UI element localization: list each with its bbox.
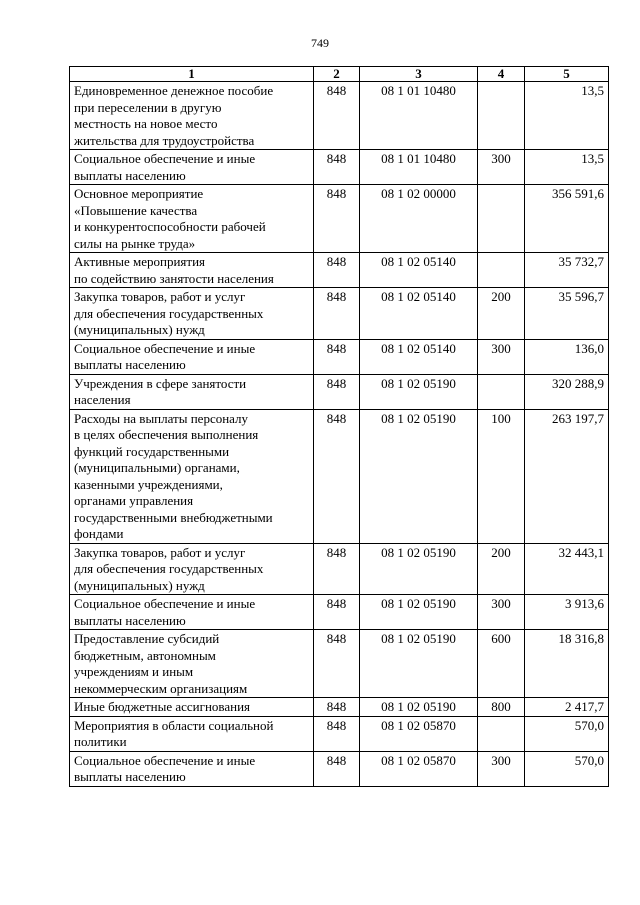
row-name: Социальное обеспечение и иные выплаты населению [70, 751, 314, 786]
row-amount: 356 591,6 [525, 185, 609, 253]
header-col-1: 1 [70, 67, 314, 82]
header-col-4: 4 [478, 67, 525, 82]
row-ministry-code: 848 [314, 288, 360, 340]
row-name: Закупка товаров, работ и услуг для обеспечения государственных (муниципальных) нужд [70, 543, 314, 595]
row-ministry-code: 848 [314, 374, 360, 409]
row-expense-type: 600 [478, 630, 525, 698]
table-row [70, 339, 609, 374]
row-target-code: 08 1 02 05140 [360, 253, 478, 288]
row-expense-type [478, 716, 525, 751]
row-amount: 32 443,1 [525, 543, 609, 595]
row-ministry-code: 848 [314, 595, 360, 630]
row-expense-type [478, 253, 525, 288]
row-ministry-code: 848 [314, 150, 360, 185]
header-col-2: 2 [314, 67, 360, 82]
row-expense-type: 300 [478, 751, 525, 786]
row-expense-type: 300 [478, 595, 525, 630]
row-target-code: 08 1 02 05140 [360, 339, 478, 374]
table-row [70, 409, 609, 543]
row-target-code: 08 1 01 10480 [360, 82, 478, 150]
table-row [70, 630, 609, 698]
row-ministry-code: 848 [314, 339, 360, 374]
row-name: Социальное обеспечение и иные выплаты населению [70, 595, 314, 630]
row-expense-type: 200 [478, 288, 525, 340]
row-expense-type [478, 374, 525, 409]
row-amount: 570,0 [525, 716, 609, 751]
row-target-code: 08 1 02 05870 [360, 751, 478, 786]
row-name: Активные мероприятия по содействию занятости населения [70, 253, 314, 288]
table-row [70, 150, 609, 185]
row-amount: 35 732,7 [525, 253, 609, 288]
row-target-code: 08 1 02 00000 [360, 185, 478, 253]
row-name: Расходы на выплаты персоналу в целях обеспечения выполнения функций государственными (муниципальными) органами, казенными учреждениями, органами управления государственными внебюджетными фондами [70, 409, 314, 543]
row-name: Иные бюджетные ассигнования [70, 698, 314, 717]
row-ministry-code: 848 [314, 751, 360, 786]
header-col-3: 3 [360, 67, 478, 82]
row-ministry-code: 848 [314, 698, 360, 717]
table-row [70, 595, 609, 630]
table-row [70, 751, 609, 786]
row-expense-type: 800 [478, 698, 525, 717]
row-target-code: 08 1 02 05140 [360, 288, 478, 340]
page-number: 749 [311, 36, 329, 50]
row-amount: 35 596,7 [525, 288, 609, 340]
row-name: Основное мероприятие «Повышение качества и конкурентоспособности рабочей силы на рынке труда» [70, 185, 314, 253]
table-row [70, 716, 609, 751]
row-name: Закупка товаров, работ и услуг для обеспечения государственных (муниципальных) нужд [70, 288, 314, 340]
row-target-code: 08 1 02 05190 [360, 630, 478, 698]
row-amount: 13,5 [525, 150, 609, 185]
row-ministry-code: 848 [314, 185, 360, 253]
row-ministry-code: 848 [314, 253, 360, 288]
row-name: Единовременное денежное пособие при переселении в другую местность на новое место жительства для трудоустройства [70, 82, 314, 150]
row-target-code: 08 1 02 05190 [360, 374, 478, 409]
row-expense-type: 300 [478, 150, 525, 185]
table-row [70, 288, 609, 340]
row-expense-type: 100 [478, 409, 525, 543]
row-ministry-code: 848 [314, 543, 360, 595]
row-name: Социальное обеспечение и иные выплаты населению [70, 339, 314, 374]
row-name: Мероприятия в области социальной политики [70, 716, 314, 751]
row-ministry-code: 848 [314, 716, 360, 751]
row-target-code: 08 1 02 05190 [360, 595, 478, 630]
row-target-code: 08 1 02 05190 [360, 698, 478, 717]
row-amount: 263 197,7 [525, 409, 609, 543]
row-target-code: 08 1 01 10480 [360, 150, 478, 185]
row-expense-type: 200 [478, 543, 525, 595]
row-expense-type [478, 185, 525, 253]
row-name: Социальное обеспечение и иные выплаты населению [70, 150, 314, 185]
row-name: Учреждения в сфере занятости населения [70, 374, 314, 409]
row-amount: 3 913,6 [525, 595, 609, 630]
header-col-5: 5 [525, 67, 609, 82]
table-row [70, 543, 609, 595]
row-amount: 136,0 [525, 339, 609, 374]
table-row [70, 698, 609, 717]
row-amount: 320 288,9 [525, 374, 609, 409]
row-ministry-code: 848 [314, 630, 360, 698]
row-name: Предоставление субсидий бюджетным, автономным учреждениям и иным некоммерческим организациям [70, 630, 314, 698]
row-amount: 18 316,8 [525, 630, 609, 698]
table-row [70, 374, 609, 409]
table-row [70, 253, 609, 288]
row-expense-type: 300 [478, 339, 525, 374]
row-amount: 13,5 [525, 82, 609, 150]
row-ministry-code: 848 [314, 82, 360, 150]
row-amount: 2 417,7 [525, 698, 609, 717]
budget-table [69, 66, 609, 787]
row-expense-type [478, 82, 525, 150]
table-header-row [70, 67, 609, 82]
row-target-code: 08 1 02 05190 [360, 409, 478, 543]
row-amount: 570,0 [525, 751, 609, 786]
row-target-code: 08 1 02 05870 [360, 716, 478, 751]
table-row [70, 185, 609, 253]
row-target-code: 08 1 02 05190 [360, 543, 478, 595]
row-ministry-code: 848 [314, 409, 360, 543]
table-row [70, 82, 609, 150]
